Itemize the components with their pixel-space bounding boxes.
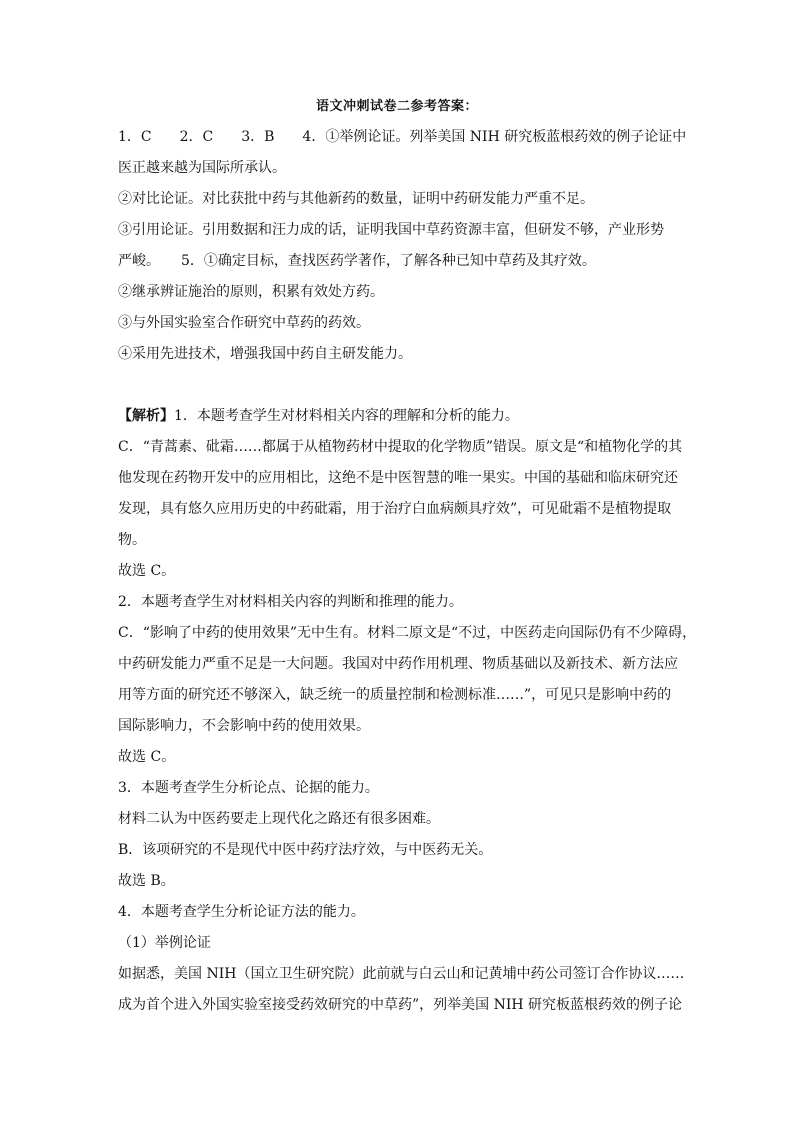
analysis-text-1: 1．本题考查学生对材料相关内容的理解和分析的能力。 <box>174 408 519 424</box>
analysis-line-1 <box>118 401 678 432</box>
analysis-line-2: C．“青蒿素、砒霜……都属于从植物药材中提取的化学物质”错误。原文是“和植物化学的其 <box>118 439 683 455</box>
analysis-line-9: 中药研发能力严重不足是一大问题。我国对中药作用机理、物质基础以及新技术、新方法应 <box>118 656 678 672</box>
analysis-line-8: C．“影响了中药的使用效果”无中生有。材料二原文是“不过，中医药走向国际仍有不少障碍， <box>118 625 697 641</box>
section-spacer <box>118 370 678 401</box>
analysis-line-16: 故选 B。 <box>118 873 175 889</box>
analysis-line-4: 发现，具有悠久应用历史的中药砒霜，用于治疗白血病颇具疗效”，可见砒霜不是植物提取 <box>118 501 672 517</box>
analysis-line-13: 3．本题考查学生分析论点、论据的能力。 <box>118 780 379 796</box>
analysis-line-15: B．该项研究的不是现代中医中药疗法疗效，与中医药无关。 <box>118 842 493 858</box>
analysis-line-14: 材料二认为中医药要走上现代化之路还有很多困难。 <box>118 811 440 827</box>
analysis-line-12: 故选 C。 <box>118 749 176 765</box>
answer-line-8: ④采用先进技术，增强我国中药自主研发能力。 <box>118 346 412 362</box>
analysis-label: 【解析】 <box>118 408 174 424</box>
answer-content <box>118 122 697 1021</box>
analysis-line-3: 他发现在药物开发中的应用相比，这绝不是中医智慧的唯一果实。中国的基础和临床研究还 <box>118 470 678 486</box>
answer-line-3: ②对比论证。对比获批中药与其他新药的数量，证明中药研发能力严重不足。 <box>118 191 594 207</box>
answer-line-7: ③与外国实验室合作研究中草药的药效。 <box>118 315 370 331</box>
answer-line-6: ②继承辨证施治的原则，积累有效处方药。 <box>118 284 384 300</box>
answer-line-5: 严峻。 5．①确定目标，查找医药学著作，了解各种已知中草药及其疗效。 <box>118 253 596 269</box>
analysis-line-19: 如据悉，美国 NIH（国立卫生研究院）此前就与白云山和记黄埔中药公司签订合作协议…… <box>118 966 685 982</box>
analysis-line-20: 成为首个进入外国实验室接受药效研究的中草药”，列举美国 NIH 研究板蓝根药效的例子论 <box>118 997 683 1013</box>
analysis-line-7: 2．本题考查学生对材料相关内容的判断和推理的能力。 <box>118 594 463 610</box>
answer-line-2: 医正越来越为国际所承认。 <box>118 160 286 176</box>
analysis-line-6: 故选 C。 <box>118 563 176 579</box>
document-title: 语文冲刺试卷二参考答案： <box>315 99 478 114</box>
answer-line-1: 1．C 2．C 3．B 4．①举例论证。列举美国 NIH 研究板蓝根药效的例子论证中 <box>118 129 687 145</box>
analysis-line-11: 国际影响力，不会影响中药的使用效果。 <box>118 718 370 734</box>
analysis-line-5: 物。 <box>118 532 146 548</box>
analysis-line-10: 用等方面的研究还不够深入，缺乏统一的质量控制和检测标准……”，可见只是影响中药的 <box>118 687 672 703</box>
analysis-line-17: 4．本题考查学生分析论证方法的能力。 <box>118 904 365 920</box>
analysis-line-18: （1）举例论证 <box>118 935 211 951</box>
answer-line-4: ③引用论证。引用数据和汪力成的话，证明我国中草药资源丰富，但研发不够，产业形势 <box>118 222 664 238</box>
